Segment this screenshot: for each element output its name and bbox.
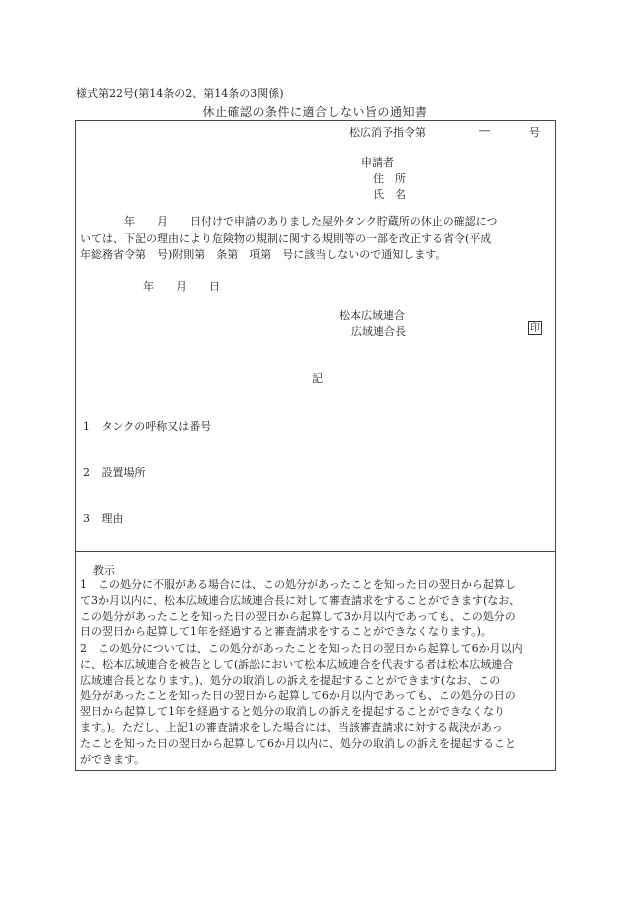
applicant-label: 申請者 — [361, 156, 394, 169]
issuer-organization: 松本広域連合 — [339, 309, 405, 322]
notice-line: ができます。 — [80, 752, 146, 766]
notice-heading: 教示 — [93, 564, 115, 577]
doc-number-dash: ― — [479, 124, 490, 137]
notice-line: ます。)。ただし、上記1の審査請求をした場合には、当該審査請求に対する裁決があっ — [80, 720, 503, 734]
doc-number-prefix: 松広消予指令第 — [349, 126, 426, 139]
item-tank-name — [83, 418, 211, 434]
address-label: 住 所 — [373, 172, 406, 185]
item-label: タンクの呼称又は番号 — [101, 420, 212, 433]
issuer-title: 広域連合長 — [351, 325, 406, 338]
document-number — [349, 124, 540, 140]
notice-paragraph-1 — [80, 577, 552, 640]
seal-mark: 印 — [530, 323, 540, 334]
form-number: 様式第22号(第14条の2、第14条の3関係) — [76, 87, 284, 100]
notice-line: に、松本広域連合を被告として(訴訟において松本広域連合を代表する者は松本広域連合 — [80, 657, 514, 671]
item-number: 3 — [83, 512, 90, 525]
doc-number-suffix: 号 — [529, 126, 540, 139]
item-label: 理由 — [101, 512, 124, 525]
name-label: 氏 名 — [373, 188, 406, 201]
notice-divider — [75, 551, 556, 552]
notice-line: たことを知った日の翌日から起算して6か月以内に、処分の取消しの訴えを提起すること — [80, 736, 516, 750]
ki-heading: 記 — [312, 372, 323, 385]
item-label: 設置場所 — [101, 466, 146, 479]
notification-body — [80, 214, 550, 264]
item-number: 2 — [83, 466, 90, 479]
notice-line: 日の翌日から起算して1年を経過すると審査請求をすることができなくなります。)。 — [80, 625, 492, 639]
body-line: 年総務省令第 号)附則第 条第 項第 号に該当しないので通知します。 — [80, 248, 447, 261]
body-line: 年 月 日付けで申請のありました屋外タンク貯蔵所の休止の確認につ — [80, 215, 498, 228]
notice-line: 2 この処分については、この処分があったことを知った日の翌日から起算して6か月以内 — [80, 642, 523, 655]
notice-line: 処分があったことを知った日の翌日から起算して6か月以内であっても、この処分の日の — [80, 689, 516, 703]
issue-date: 年 月 日 — [143, 280, 220, 293]
item-number: 1 — [83, 420, 90, 433]
form-title: 休止確認の条件に適合しない旨の通知書 — [202, 105, 428, 119]
notice-line: 広域連合長となります。)、処分の取消しの訴えを提起することができます(なお、この — [80, 673, 501, 687]
notice-line: 1 この処分に不服がある場合には、この処分があったことを知った日の翌日から起算し — [80, 578, 516, 591]
notice-line: 翌日から起算して1年を経過すると処分の取消しの訴えを提起することができなくなり — [80, 705, 505, 719]
body-line: いては、下記の理由により危険物の規制に関する規則等の一部を改正する省令(平成 — [80, 231, 492, 245]
item-location — [83, 464, 146, 480]
notice-line: この処分があったことを知った日の翌日から起算して3か月以内であっても、この処分の — [80, 609, 516, 623]
notice-paragraph-2 — [80, 641, 552, 767]
notice-line: て3か月以内に、松本広域連合広域連合長に対して審査請求をすることができます(なお、 — [80, 593, 521, 607]
item-reason — [83, 510, 124, 526]
